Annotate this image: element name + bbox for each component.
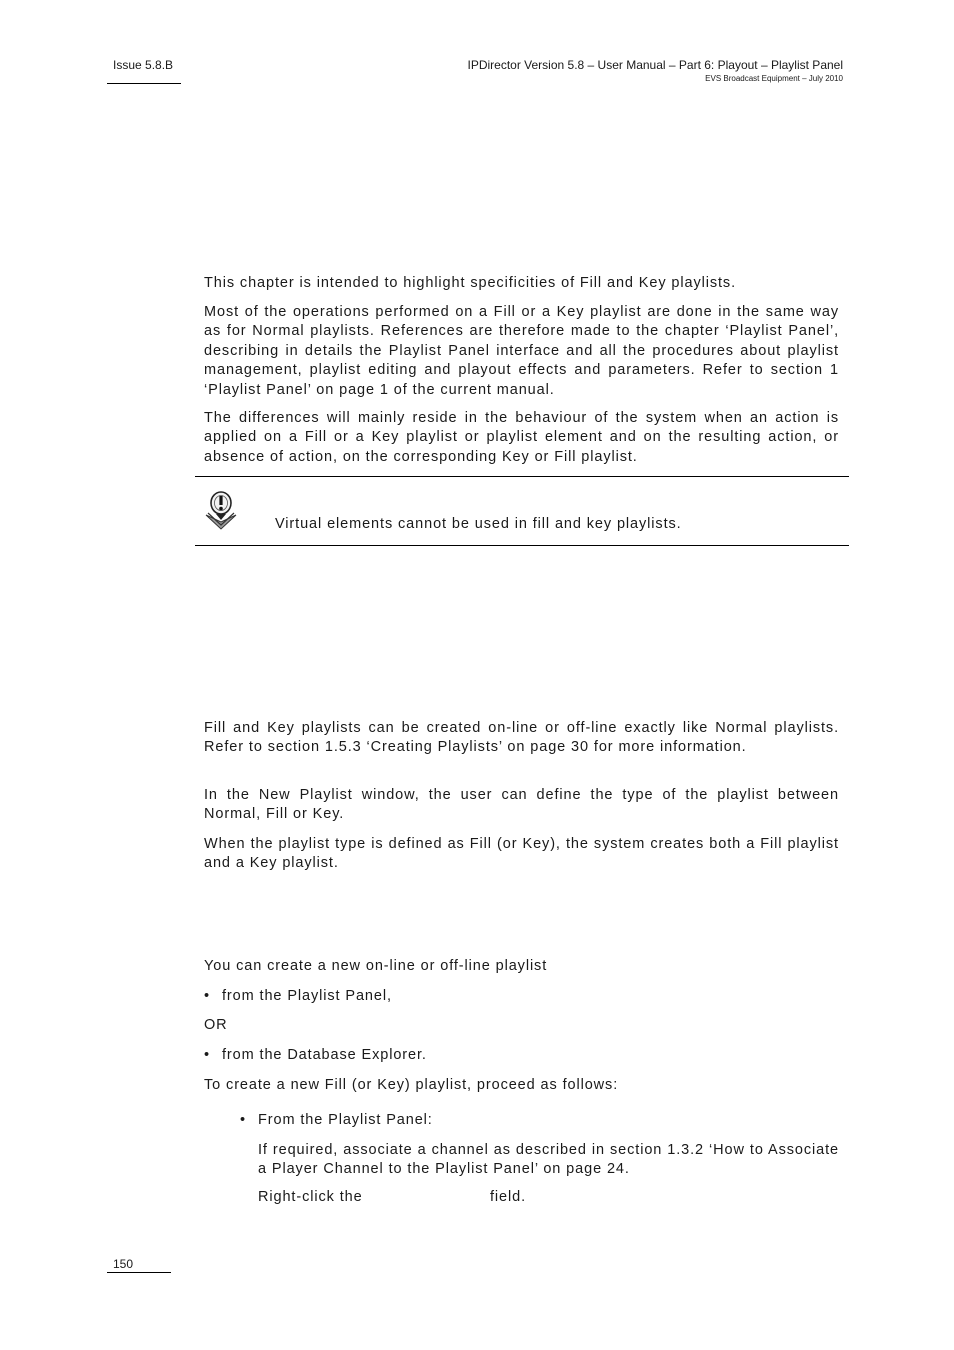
header-rule <box>107 83 181 84</box>
howto-proceed: To create a new Fill (or Key) playlist, proceed as follows: <box>204 1077 619 1093</box>
howto-intro: You can create a new on-line or off-line playlist <box>204 958 548 974</box>
issue-label: Issue 5.8.B <box>113 58 174 72</box>
intro-paragraph-2: Most of the operations performed on a Fill or a Key playlist are done in the same way as for Normal playlists. References are therefore made to the chapter ‘Playlist Panel’, describing in details the Playlist Panel interface and all the procedures about playlist management, playlist editing and playout effects and parameters. Refer to section 1 ‘Playlist Panel’ on page 1 of the current manual. <box>204 304 839 398</box>
document-title: IPDirector Version 5.8 – User Manual – Part 6: Playout – Playlist Panel <box>467 58 843 72</box>
creation-paragraph-1: Fill and Key playlists can be created on-line or off-line exactly like Normal playlists. Refer to section 1.5.3 ‘Creating Playlists’ on page 30 for more information. <box>204 720 839 756</box>
note-text: Virtual elements cannot be used in fill and key playlists. <box>275 516 682 532</box>
sub-list-item <box>240 1112 433 1128</box>
intro-paragraph-1: This chapter is intended to highlight specificities of Fill and Key playlists. <box>204 275 737 291</box>
step-2-suffix: field. <box>490 1189 527 1205</box>
creation-paragraph-2: In the New Playlist window, the user can define the type of the playlist between Normal, Fill or Key. <box>204 787 839 823</box>
list-item <box>204 1047 427 1063</box>
intro-paragraph-3: The differences will mainly reside in the behaviour of the system when an action is applied on a Fill or a Key playlist or playlist element and on the resulting action, or absence of action, on the corresponding Key or Fill playlist. <box>204 410 839 465</box>
bullet-icon: • <box>204 988 210 1004</box>
note-top-rule <box>195 476 849 477</box>
list-item <box>204 988 392 1004</box>
note-bottom-rule <box>195 545 849 546</box>
bullet-icon: • <box>204 1047 210 1063</box>
document-subtitle: EVS Broadcast Equipment – July 2010 <box>705 74 843 83</box>
bullet-icon: • <box>240 1112 246 1128</box>
creation-paragraph-3: When the playlist type is defined as Fill (or Key), the system creates both a Fill playlist and a Key playlist. <box>204 836 839 872</box>
step-2-prefix: Right-click the <box>258 1189 363 1205</box>
or-label: OR <box>204 1017 228 1033</box>
footer-rule <box>107 1272 171 1273</box>
list-item-text: from the Playlist Panel, <box>222 988 392 1004</box>
list-item-text: from the Database Explorer. <box>222 1047 427 1063</box>
note-icon <box>203 489 239 533</box>
sub-list-item-text: From the Playlist Panel: <box>258 1112 433 1128</box>
step-1: If required, associate a channel as described in section 1.3.2 ‘How to Associate a Player Channel to the Playlist Panel’ on page 24. <box>258 1142 839 1178</box>
page-number: 150 <box>113 1257 134 1271</box>
